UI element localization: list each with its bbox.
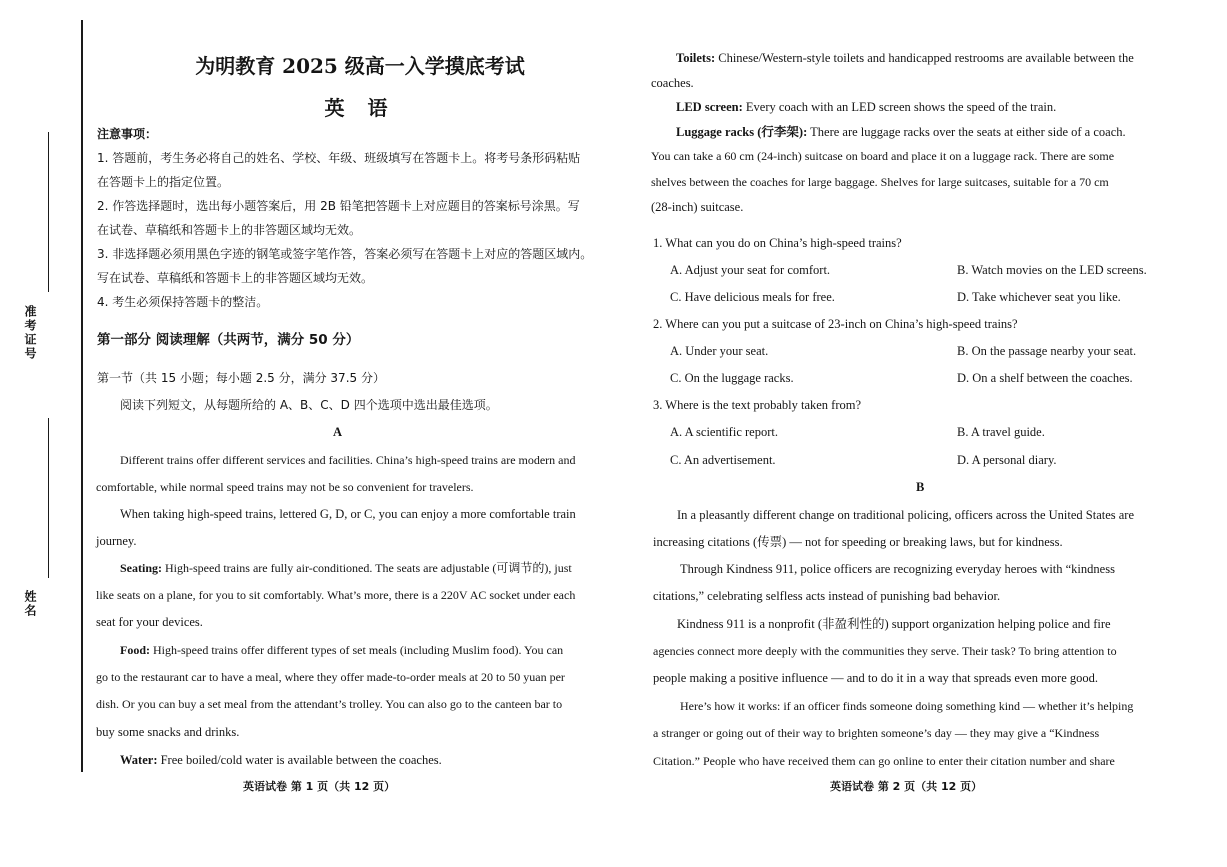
q1-option-c: C. Have delicious meals for free. — [670, 290, 835, 304]
food-line-b: go to the restaurant car to have a meal, where they offer made-to-order meals at 20 to 50 yuan per — [96, 670, 565, 684]
luggage-line-d: (28-inch) suitcase. — [651, 200, 744, 214]
water-text: Free boiled/cold water is available between the coaches. — [157, 753, 442, 767]
q2-option-d: D. On a shelf between the coaches. — [957, 371, 1133, 385]
seating-line-c: seat for your devices. — [96, 615, 203, 629]
name-write-line — [48, 418, 49, 578]
led-line — [676, 99, 1056, 115]
notice-heading: 注意事项： — [97, 127, 158, 141]
food-line-c: dish. Or you can buy a set meal from the attendant’s trolley. You can also go to the canteen bar to — [96, 697, 563, 711]
q3-option-c: C. An advertisement. — [670, 453, 776, 467]
seating-line-a — [120, 560, 572, 576]
notice-2b: 在试卷、草稿纸和答题卡上的非答题区域均无效。 — [97, 223, 362, 237]
subject-title: 英 语 — [324, 96, 396, 120]
notice-1a: 1. 答题前，考生务必将自己的姓名、学校、年级、班级填写在答题卡上。将考号条形码粘贴 — [97, 151, 581, 165]
instruction: 阅读下列短文，从每题所给的 A、B、C、D 四个选项中选出最佳选项。 — [120, 398, 498, 412]
luggage-text-a: There are luggage racks over the seats at either side of a coach. — [807, 125, 1126, 139]
q1-option-a: A. Adjust your seat for comfort. — [670, 263, 831, 277]
a-p2a: When taking high-speed trains, lettered G, D, or C, you can enjoy a more comfortable train — [120, 507, 576, 521]
q2-option-a: A. Under your seat. — [670, 344, 769, 358]
exam-id-label: 准考证号 — [23, 305, 37, 361]
food-line-a — [120, 642, 563, 658]
q3-option-d: D. A personal diary. — [957, 453, 1057, 467]
notice-3a: 3. 非选择题必须用黑色字迹的钢笔或签字笔作答，答案必须写在答题卡上对应的答题区域内。 — [97, 247, 593, 261]
exam-id-write-line — [48, 132, 49, 292]
q1-option-b: B. Watch movies on the LED screens. — [957, 263, 1147, 277]
toilets-text-a: Chinese/Western-style toilets and handicapped restrooms are available between the — [715, 51, 1134, 65]
a-p2b: journey. — [96, 534, 137, 548]
q2-option-b: B. On the passage nearby your seat. — [957, 344, 1137, 358]
b-p3a: Kindness 911 is a nonprofit (非盈利性的) support organization helping police and fire — [677, 617, 1111, 631]
footer-page-1: 英语试卷 第 1 页（共 12 页） — [243, 780, 396, 793]
b-p3c: people making a positive influence — and to do it in a way that spreads even more good. — [653, 671, 1099, 685]
b-p4a: Here’s how it works: if an officer finds someone doing something kind — whether it’s helping — [680, 699, 1134, 713]
b-p4c: Citation.” People who have received them can go online to enter their citation number and share — [653, 754, 1115, 768]
question-2-stem: 2. Where can you put a suitcase of 23-inch on China’s high-speed trains? — [653, 317, 1018, 331]
notice-4: 4. 考生必须保持答题卡的整洁。 — [97, 295, 269, 309]
luggage-line-a — [676, 124, 1126, 140]
food-label: Food: — [120, 643, 150, 657]
section1-heading: 第一节（共 15 小题；每小题 2.5 分，满分 37.5 分） — [97, 371, 385, 385]
a-p1a: Different trains offer different services and facilities. China’s high-speed trains are modern and — [120, 453, 576, 467]
a-p1b: comfortable, while normal speed trains may not be so convenient for travelers. — [96, 480, 474, 494]
b-p2b: citations,” celebrating selfless acts instead of punishing bad behavior. — [653, 589, 1001, 603]
part1-heading: 第一部分 阅读理解（共两节，满分 50 分） — [97, 332, 360, 348]
water-label: Water: — [120, 753, 158, 767]
luggage-line-b: You can take a 60 cm (24-inch) suitcase on board and place it on a luggage rack. There are some — [651, 149, 1115, 163]
notice-2a: 2. 作答选择题时，选出每小题答案后，用 2B 铅笔把答题卡上对应题目的答案标号涂黑。写 — [97, 199, 580, 213]
q3-option-a: A. A scientific report. — [670, 425, 778, 439]
binding-line — [81, 20, 83, 772]
name-label: 姓名 — [23, 590, 37, 618]
b-p2a: Through Kindness 911, police officers are recognizing everyday heroes with “kindness — [680, 562, 1115, 576]
passage-a-label: A — [333, 425, 343, 439]
question-1-stem: 1. What can you do on China’s high-speed trains? — [653, 236, 902, 250]
luggage-line-c: shelves between the coaches for large baggage. Shelves for large suitcases, suitable for a 70 cm — [651, 175, 1109, 189]
passage-b-label: B — [916, 480, 925, 494]
question-3-stem: 3. Where is the text probably taken from? — [653, 398, 862, 412]
water-line — [120, 752, 442, 768]
led-label: LED screen: — [676, 100, 743, 114]
b-p1b: increasing citations (传票) — not for speeding or breaking laws, but for kindness. — [653, 535, 1063, 549]
q1-option-d: D. Take whichever seat you like. — [957, 290, 1121, 304]
toilets-label: Toilets: — [676, 51, 716, 65]
toilets-line-a — [676, 50, 1134, 66]
led-text: Every coach with an LED screen shows the speed of the train. — [742, 100, 1057, 114]
toilets-line-b: coaches. — [651, 76, 694, 90]
b-p4b: a stranger or going out of their way to brighten someone’s day — they may give a “Kindness — [653, 726, 1100, 740]
q2-option-c: C. On the luggage racks. — [670, 371, 794, 385]
seating-line-b: like seats on a plane, for you to sit comfortably. What’s more, there is a 220V AC socket under each — [96, 588, 576, 602]
exam-title: 为明教育 2025 级高一入学摸底考试 — [195, 54, 525, 78]
seating-label: Seating: — [120, 561, 162, 575]
footer-page-2: 英语试卷 第 2 页（共 12 页） — [830, 780, 983, 793]
notice-3b: 写在试卷、草稿纸和答题卡上的非答题区域均无效。 — [97, 271, 374, 285]
luggage-label: Luggage racks (行李架): — [676, 125, 808, 139]
b-p3b: agencies connect more deeply with the communities they serve. Their task? To bring attention to — [653, 644, 1117, 658]
seating-text-a: High-speed trains are fully air-conditioned. The seats are adjustable (可调节的), just — [162, 561, 572, 575]
food-text-a: High-speed trains offer different types of set meals (including Muslim food). You can — [150, 643, 564, 657]
notice-1b: 在答题卡上的指定位置。 — [97, 175, 230, 189]
q3-option-b: B. A travel guide. — [957, 425, 1045, 439]
b-p1a: In a pleasantly different change on traditional policing, officers across the United States are — [677, 508, 1135, 522]
food-line-d: buy some snacks and drinks. — [96, 725, 240, 739]
